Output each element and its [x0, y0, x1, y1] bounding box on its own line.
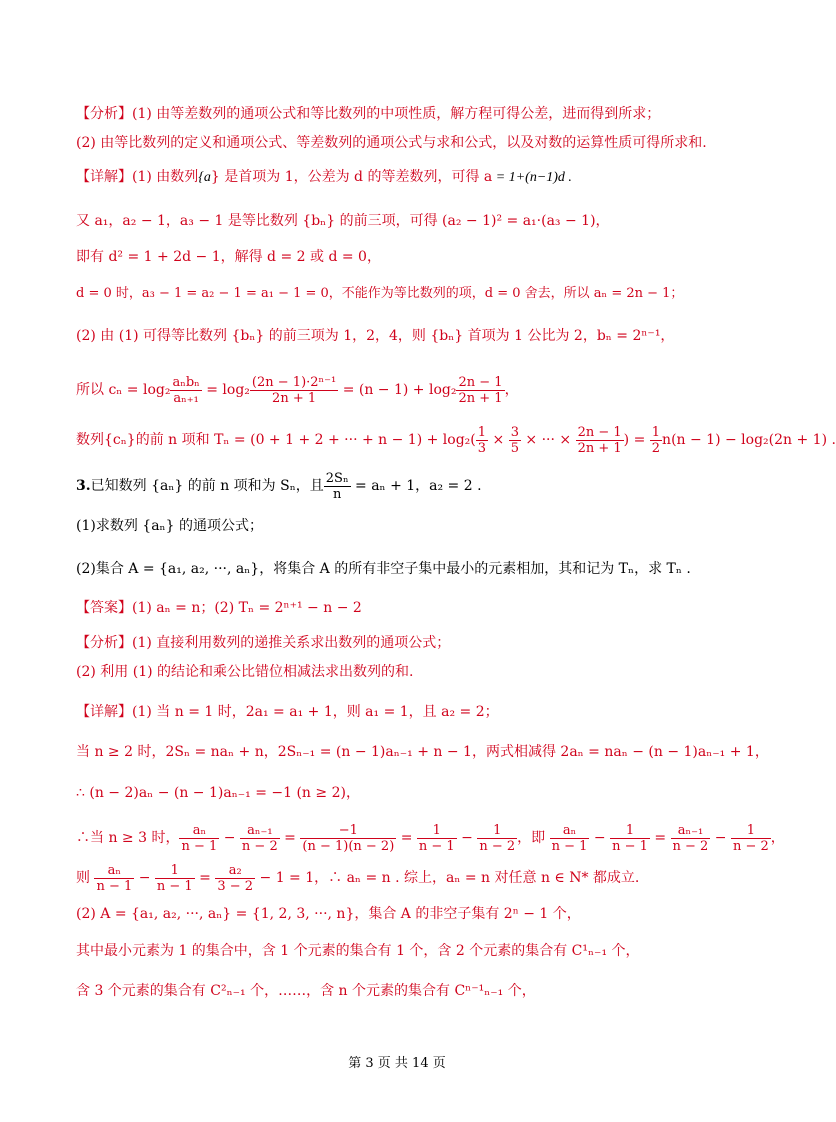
solution-line-6 — [76, 370, 734, 410]
fraction-denominator: 2n + 1 — [272, 390, 317, 406]
fraction-denominator: n − 2 — [732, 838, 769, 854]
text: ， — [770, 830, 785, 846]
fraction — [476, 425, 488, 456]
solution2-line-7: 其中最小元素为 1 的集合中，含 1 个元素的集合有 1 个，含 2 个元素的集合有 C¹ₙ₋₁ 个， — [76, 943, 640, 959]
fraction-denominator: 3 − 2 — [217, 878, 254, 894]
text: − 1 = 1，∴ aₙ = n . 综上，aₙ = n 对任意 n ∈ N* 都成立. — [255, 870, 640, 886]
fraction — [417, 823, 457, 854]
text: − — [134, 870, 155, 886]
fraction — [550, 823, 590, 854]
fraction-numerator: 2n − 1 — [577, 424, 622, 440]
fraction-denominator: n − 2 — [479, 838, 516, 854]
fraction — [477, 823, 517, 854]
fraction-denominator: 3 — [477, 440, 487, 456]
fraction-denominator: 2 — [651, 440, 661, 456]
solution2-line-3: ∴ (n − 2)aₙ − (n − 1)aₙ₋₁ = −1 (n ≥ 2)， — [76, 785, 360, 801]
solution2-line-4 — [76, 818, 785, 858]
fraction-numerator: 1 — [651, 424, 661, 440]
fraction-numerator: 1 — [155, 863, 195, 879]
text: ， — [504, 382, 519, 398]
analysis2-line-1: 【分析】(1) 直接利用数列的递推关系求出数列的通项公式； — [76, 635, 451, 651]
text: − — [710, 830, 731, 846]
fraction-numerator: a₂ — [215, 863, 255, 879]
problem-3-part-1: (1)求数列 {aₙ} 的通项公式； — [76, 518, 263, 534]
solution-text: 【详解】(1) 由数列 — [76, 169, 199, 185]
fraction-numerator: 2n − 1 — [458, 374, 503, 390]
fraction-denominator: n − 1 — [612, 838, 648, 854]
fraction-numerator: 1 — [417, 823, 457, 839]
fraction — [240, 823, 280, 854]
analysis-line-2: (2) 由等比数列的定义和通项公式、等差数列的通项公式与求和公式，以及对数的运算性质可得所求和. — [76, 135, 707, 151]
text: = (n − 1) + log₂ — [338, 382, 457, 398]
answer-line: 【答案】(1) aₙ = n；(2) Tₙ = 2ⁿ⁺¹ − n − 2 — [76, 600, 362, 616]
solution-line-2: 又 a₁，a₂ − 1，a₃ − 1 是等比数列 {bₙ} 的前三项，可得 (a₂ − 1)² = a₁·(a₃ − 1)， — [76, 213, 610, 229]
fraction — [300, 823, 396, 854]
fraction — [94, 863, 134, 894]
fraction — [576, 425, 624, 456]
solution2-line-1: 【详解】(1) 当 n = 1 时，2a₁ = a₁ + 1，则 a₁ = 1，且 a₂ = 2； — [76, 704, 499, 720]
fraction-denominator: n − 1 — [418, 838, 455, 854]
text: = — [396, 830, 417, 846]
fraction — [731, 823, 771, 854]
fraction-numerator: −1 — [300, 823, 396, 839]
fraction — [456, 375, 504, 406]
problem-3-part-2: (2)集合 A = {a₁, a₂, ···, aₙ}，将集合 A 的所有非空子集中最小的元素相加，其和记为 Tₙ，求 Tₙ . — [76, 561, 691, 577]
text: n(n − 1) − log₂(2n + 1) . — [662, 432, 836, 448]
fraction-numerator: aₙ₋₁ — [671, 823, 711, 839]
fraction-denominator: n − 1 — [551, 838, 588, 854]
fraction — [155, 863, 195, 894]
fraction — [610, 823, 650, 854]
solution2-line-5 — [76, 858, 734, 898]
solution-line-1 — [76, 166, 734, 189]
fraction-denominator: 5 — [510, 440, 519, 456]
solution2-line-8: 含 3 个元素的集合有 C²ₙ₋₁ 个，……，含 n 个元素的集合有 Cⁿ⁻¹ₙ₋₁ 个， — [76, 983, 536, 999]
math-expr: {a — [198, 170, 211, 185]
fraction-numerator: 3 — [510, 424, 519, 440]
text: 已知数列 {aₙ} 的前 n 项和为 Sₙ，且 — [90, 478, 324, 494]
text: ) = — [623, 432, 650, 448]
solution-text: } 是首项为 1，公差为 d 的等差数列，可得 a — [210, 169, 493, 185]
solution2-line-6: (2) A = {a₁, a₂, ···, aₙ} = {1, 2, 3, ···, n}，集合 A 的非空子集有 2ⁿ − 1 个， — [76, 906, 581, 922]
fraction-denominator: n − 2 — [672, 838, 709, 854]
fraction-denominator: aₙ₊₁ — [173, 390, 199, 406]
fraction-denominator: 2n + 1 — [458, 390, 503, 406]
text: − — [589, 830, 611, 846]
text: 数列{cₙ}的前 n 项和 Tₙ = (0 + 1 + 2 + ··· + n − 1) + log₂( — [76, 432, 476, 448]
problem-number: 3. — [76, 478, 91, 494]
fraction-numerator: 1 — [731, 823, 771, 839]
text: = aₙ + 1，a₂ = 2 . — [350, 478, 482, 494]
fraction-numerator: aₙ₋₁ — [240, 823, 280, 839]
text: = — [649, 830, 671, 846]
fraction-numerator: aₙ — [94, 863, 134, 879]
fraction — [671, 823, 711, 854]
solution-line-3: 即有 d² = 1 + 2d − 1，解得 d = 2 或 d = 0， — [76, 249, 381, 265]
fraction — [650, 425, 662, 456]
fraction-numerator: aₙbₙ — [172, 374, 200, 390]
fraction-denominator: (n − 1)(n − 2) — [302, 838, 395, 854]
fraction-denominator: 2n + 1 — [577, 440, 622, 456]
math-expr: = 1+(n−1)d . — [492, 170, 572, 185]
text: × ··· × — [520, 432, 576, 448]
text: = — [279, 830, 301, 846]
fraction — [509, 425, 521, 456]
solution-line-4: d = 0 时，a₃ − 1 = a₂ − 1 = a₁ − 1 = 0，不能作为等比数列的项，d = 0 舍去，所以 aₙ = 2n − 1； — [76, 286, 684, 301]
fraction-numerator: 1 — [610, 823, 650, 839]
fraction — [324, 471, 351, 502]
fraction — [215, 863, 255, 894]
fraction-numerator: 2Sₙ — [325, 470, 349, 486]
text: = log₂ — [201, 382, 250, 398]
fraction-denominator: n − 2 — [241, 838, 278, 854]
fraction-numerator: aₙ — [179, 823, 219, 839]
fraction-numerator: (2n − 1)·2ⁿ⁻¹ — [251, 374, 337, 390]
fraction — [170, 375, 201, 406]
text: × — [488, 432, 509, 448]
fraction-denominator: n — [332, 486, 342, 502]
fraction-numerator: 1 — [477, 823, 517, 839]
text: ，即 — [517, 830, 550, 846]
fraction-numerator: 1 — [477, 424, 487, 440]
fraction-denominator: n − 1 — [181, 838, 218, 854]
solution2-line-2: 当 n ≥ 2 时，2Sₙ = naₙ + n，2Sₙ₋₁ = (n − 1)aₙ₋₁ + n − 1，两式相减得 2aₙ = naₙ − (n − 1)aₙ₋₁ + 1， — [76, 744, 769, 760]
fraction — [250, 375, 338, 406]
text: − — [456, 830, 478, 846]
analysis2-line-2: (2) 利用 (1) 的结论和乘公比错位相减法求出数列的和. — [76, 664, 414, 680]
solution-line-7 — [76, 420, 836, 460]
analysis-line-1: 【分析】(1) 由等差数列的通项公式和等比数列的中项性质，解方程可得公差，进而得到所求； — [76, 106, 661, 122]
page-footer: 第 3 页 共 14 页 — [348, 1056, 446, 1071]
text: 所以 cₙ = log₂ — [76, 382, 171, 398]
text: − — [219, 830, 240, 846]
text: 则 — [76, 870, 95, 886]
fraction-denominator: n − 1 — [96, 878, 133, 894]
fraction-denominator: n − 1 — [156, 878, 193, 894]
problem-3-statement — [76, 468, 734, 504]
fraction — [179, 823, 219, 854]
text: ∴当 n ≥ 3 时， — [76, 830, 180, 846]
text: = — [194, 870, 216, 886]
fraction-numerator: aₙ — [550, 823, 590, 839]
solution-line-5: (2) 由 (1) 可得等比数列 {bₙ} 的前三项为 1，2，4，则 {bₙ} 首项为 1 公比为 2，bₙ = 2ⁿ⁻¹， — [76, 328, 675, 344]
